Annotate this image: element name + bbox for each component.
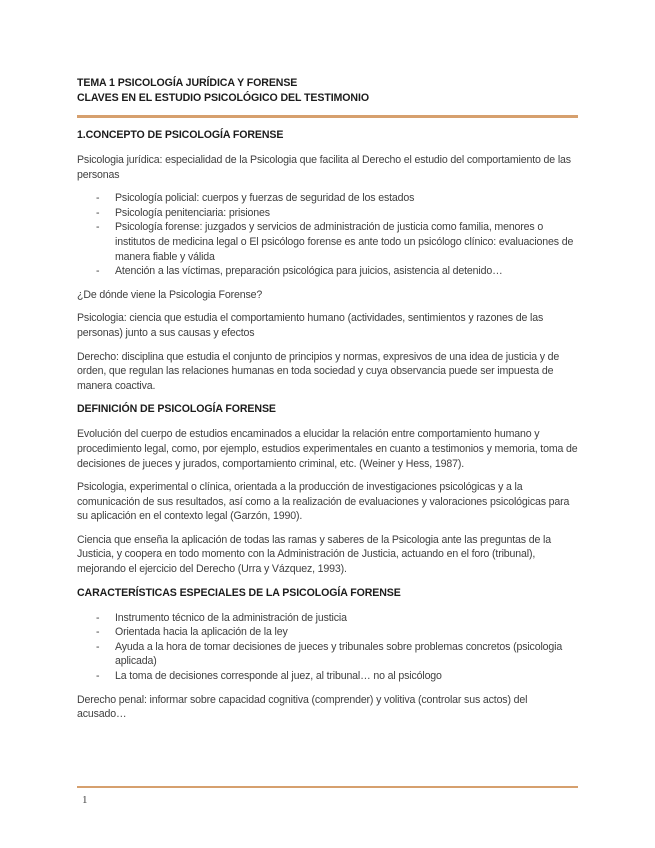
paragraph-definicion-2: Psicologia, experimental o clínica, orientada a la producción de investigaciones psicológicas y a la comunicación de sus resultados, así como a la realización de evaluaciones y valoraciones psicológicas para su aplicación en el contexto legal (Garzón, 1990). [77,481,570,523]
footer-divider [77,786,578,788]
document-title [77,76,578,105]
section-heading-concepto: 1.CONCEPTO DE PSICOLOGÍA FORENSE [77,129,284,141]
page-footer [77,786,578,806]
paragraph-psicologia: Psicologia: ciencia que estudia el comportamiento humano (actividades, sentimientos y razones de las personas) junto a sus causas y efectos [77,312,544,339]
list-item: - Psicología policial: cuerpos y fuerzas de seguridad de los estados [77,191,578,206]
list-item: - Psicología forense: juzgados y servicios de administración de justicia como familia, menores o institutos de medicina legal o El psicólogo forense es ante todo un psicólogo clínico: evaluaciones de manera fiable y válida [77,220,578,264]
list-item: - La toma de decisiones corresponde al juez, al tribunal… no al psicólogo [77,669,578,684]
section-heading-definicion: DEFINICIÓN DE PSICOLOGÍA FORENSE [77,403,276,416]
list-item: - Orientada hacia la aplicación de la ley [77,625,578,640]
list-item: - Instrumento técnico de la administración de justicia [77,611,578,626]
list-item: - Atención a las víctimas, preparación psicológica para juicios, asistencia al detenido… [77,264,578,279]
paragraph-psicologia-juridica: Psicologia jurídica: especialidad de la Psicologia que facilita al Derecho el estudio del comportamiento de las personas [77,154,571,181]
document-page [77,76,578,731]
section-heading-caracteristicas: CARACTERÍSTICAS ESPECIALES DE LA PSICOLOGÍA FORENSE [77,586,401,599]
list-item: - Ayuda a la hora de tomar decisiones de jueces y tribunales sobre problemas concretos (psicologia aplicada) [77,640,578,669]
paragraph-question: ¿De dónde viene la Psicologia Forense? [77,288,263,301]
paragraph-definicion-3: Ciencia que enseña la aplicación de todas las ramas y saberes de la Psicologia ante las preguntas de la Justicia, y coopera en todo momento con la Administración de Justicia, actuando en el foro (tribunal), mejorando el ejercicio del Derecho (Urra y Vázquez, 1993). [77,533,551,576]
paragraph-definicion-1: Evolución del cuerpo de estudios encaminados a elucidar la relación entre comportamiento humano y procedimiento legal, como, por ejemplo, estudios experimentales en cuanto a testimonios y memoria, toma de decisiones de jueces y jurados, comportamiento criminal, etc. (Weiner y Hess, 1987). [77,428,578,470]
title-line-2: CLAVES EN EL ESTUDIO PSICOLÓGICO DEL TESTIMONIO [77,91,369,104]
header-divider [77,115,578,118]
bullet-list-areas [77,191,578,279]
page-number: 1 [82,794,88,806]
paragraph-derecho: Derecho: disciplina que estudia el conjunto de principios y normas, expresivos de una idea de justicia y de orden, que regulan las relaciones humanas en toda sociedad y cuya observancia puede ser impuesta de manera coactiva. [77,350,560,392]
list-item: - Psicología penitenciaria: prisiones [77,206,578,221]
bullet-list-caracteristicas [77,611,578,684]
paragraph-derecho-penal: Derecho penal: informar sobre capacidad cognitiva (comprender) y volitiva (controlar sus actos) del acusado… [77,693,528,721]
title-line-1: TEMA 1 PSICOLOGÍA JURÍDICA Y FORENSE [77,77,298,89]
